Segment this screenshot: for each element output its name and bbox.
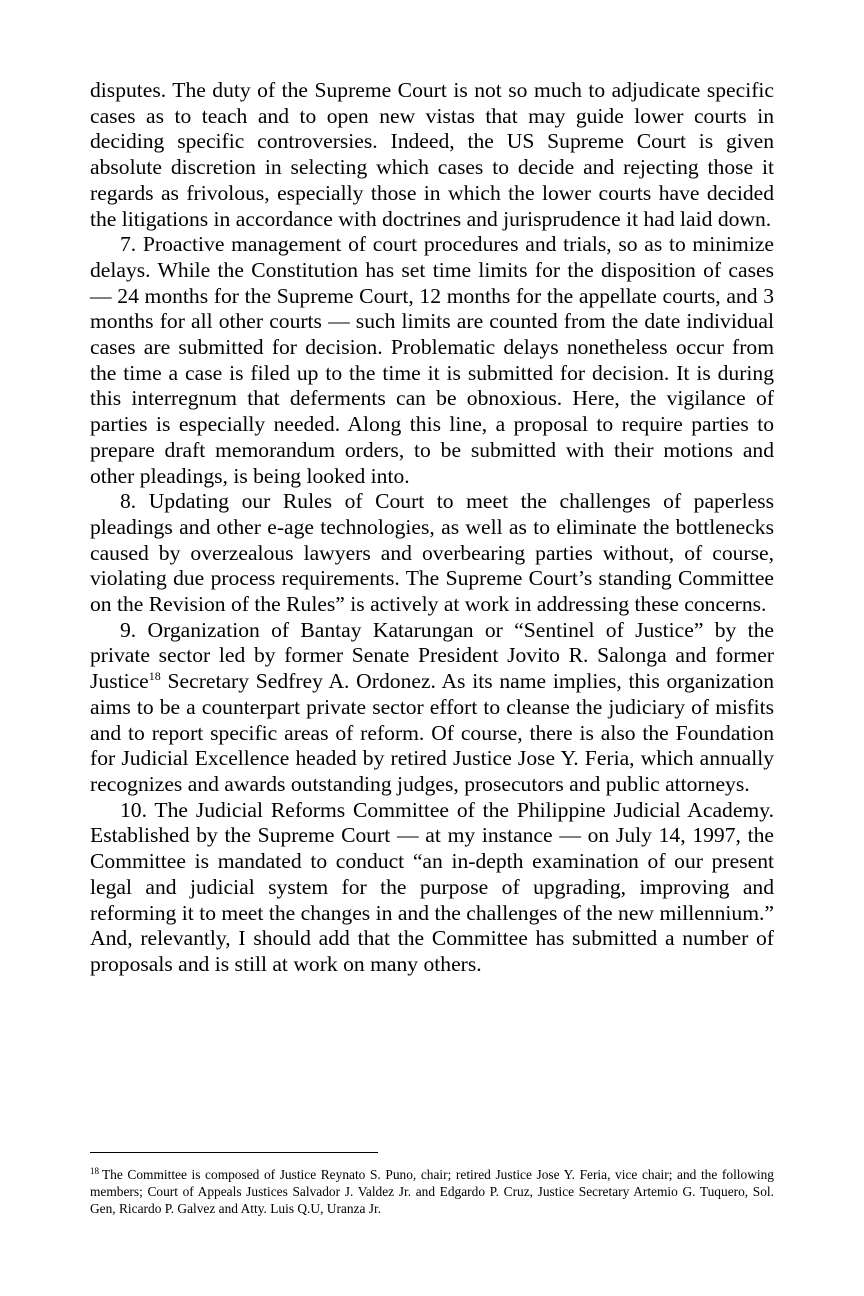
page-body [90,78,774,978]
footnote-divider [90,1152,378,1153]
paragraph-item-9-start: 9. Organization of Bantay Katarungan or “Sentinel of Justice” by the private sector led by former Senate President Jovito R. Salonga and former Justice [90,617,774,694]
body-text [90,78,774,978]
footnote-number: 18 [90,1165,99,1176]
paragraph-item-7: 7. Proactive management of court procedures and trials, so as to minimize delays. While the Constitution has set time limits for the disposition of cases — 24 months for the Supreme Court, 12 months for the appellate courts, and 3 months for all other courts — such limits are counted from the date individual cases are submitted for decision. Problematic delays nonetheless occur from the time a case is filed up to the time it is submitted for decision. It is during this interregnum that deferments can be obnoxious. Here, the vigilance of parties is especially needed. Along this line, a proposal to require parties to prepare draft memorandum orders, to be submitted with their motions and other pleadings, is being looked into. [90,232,774,488]
footnote [90,1166,774,1218]
paragraph-item-9-end: Secretary Sedfrey A. Ordonez. As its name implies, this organization aims to be a counterpart private sector effort to cleanse the judiciary of misfits and to report specific areas of reform. Of course, there is also the Foundation for Judicial Excellence headed by retired Justice Jose Y. Feria, which annually recognizes and awards outstanding judges, prosecutors and public attorneys. [90,669,774,796]
paragraph-item-9 [90,618,774,798]
footnote-text: The Committee is composed of Justice Reynato S. Puno, chair; retired Justice Jose Y. Feria, vice chair; and the following members; Court of Appeals Justices Salvador J. Valdez Jr. and Edgardo P. Cruz, Justice Secretary Artemio G. Tuquero, Sol. Gen, Ricardo P. Galvez and Atty. Luis Q.U, Uranza Jr. [90,1167,774,1217]
footnote-reference[interactable]: 18 [148,668,161,683]
paragraph-item-8: 8. Updating our Rules of Court to meet the challenges of paperless pleadings and other e-age technologies, as well as to eliminate the bottlenecks caused by overzealous lawyers and overbearing parties without, of course, violating due process requirements. The Supreme Court’s standing Committee on the Revision of the Rules” is actively at work in addressing these concerns. [90,489,774,617]
paragraph-continued: disputes. The duty of the Supreme Court is not so much to adjudicate specific cases as to teach and to open new vistas that may guide lower courts in deciding specific controversies. Indeed, the US Supreme Court is given absolute discretion in selecting which cases to decide and rejecting those it regards as frivolous, especially those in which the lower courts have decided the litigations in accordance with doctrines and jurisprudence it had laid down. [90,78,774,231]
paragraph-item-10: 10. The Judicial Reforms Committee of the Philippine Judicial Academy. Established by the Supreme Court — at my instance — on July 14, 1997, the Committee is mandated to conduct “an in-depth examination of our present legal and judicial system for the purpose of upgrading, improving and reforming it to meet the changes in and the challenges of the new millennium.” And, relevantly, I should add that the Committee has submitted a number of proposals and is still at work on many others. [90,797,774,976]
